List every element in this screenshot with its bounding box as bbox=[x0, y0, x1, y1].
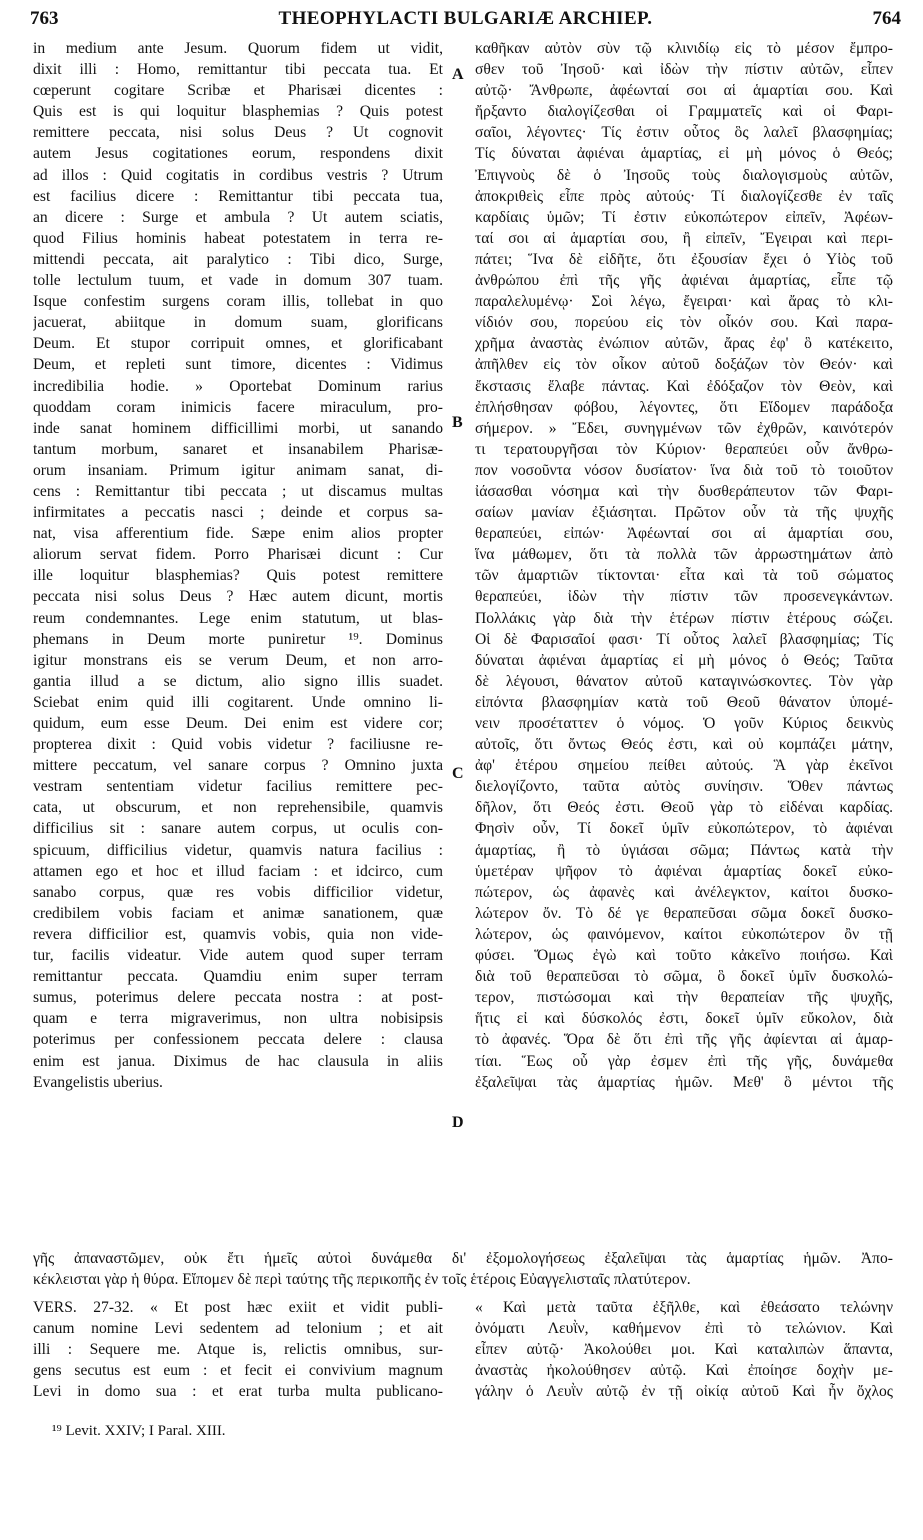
text-line: διελογίζοντο, ταῦτα αὐτὸς συνίησιν. Ὅθεν πάντως bbox=[475, 778, 893, 796]
text-line: ἀναστὰς ἠκολούθησεν αὐτῷ. Καὶ ἐποίησε δοχὴν με- bbox=[475, 1362, 893, 1380]
margin-letter-c: C bbox=[452, 765, 464, 782]
text-line: remittantur peccata. Quamdiu enim super terram bbox=[33, 968, 443, 986]
text-line: incredibilia hodie. » Oportebat Dominum rarius bbox=[33, 377, 443, 395]
text-line: est facilius dicere : Remittantur tibi peccata tua, bbox=[33, 187, 443, 205]
text-line: jacuerat, abiitque in domum suam, glorificans bbox=[33, 314, 443, 332]
text-line: enim est janua. Diximus de hac clausula in aliis bbox=[33, 1052, 443, 1070]
text-line: δὲ λέγουσι, θάνατον αὐτοῦ καταγινώσκοντες. Τὸν γὰρ bbox=[475, 672, 893, 690]
text-line: τι τερατουργῆσαι τὸν Κύριον· θεραπεύει οὖν ἄνθρω- bbox=[475, 440, 893, 458]
text-line: ἔκστασις ἔλαβε πάντας. Καὶ ἐδόξαζον τὸν Θεὸν, καὶ bbox=[475, 377, 893, 395]
text-line: χρῆμα ἀναστὰς ἐνώπιον αὐτῶν, ἄρας ἐφ' ὃ κατέκειτο, bbox=[475, 335, 893, 353]
text-line: spicuum, difficilius videtur, quamvis natura facilius : bbox=[33, 841, 443, 859]
text-line: ἐπλήσθησαν φόβου, λέγοντες, ὅτι Εἴδομεν παράδοξα bbox=[475, 398, 893, 416]
page-header bbox=[30, 8, 901, 34]
text-line: ad illos : Quid cogitatis in cordibus vestris ? Utrum bbox=[33, 166, 443, 184]
running-title: THEOPHYLACTI BULGARIÆ ARCHIEP. bbox=[278, 8, 653, 29]
text-line: πώτερον, ὡς ἀφανὲς καὶ ἀνέλεγκτον, καίτοι δυσκο- bbox=[475, 883, 893, 901]
text-line: tantum morbum, sanaret et insanabilem Pharisæ- bbox=[33, 440, 443, 458]
text-line: sanabo corpus, quæ res vobis difficilior videtur, bbox=[33, 883, 443, 901]
text-line: Ἐπιγνοὺς δὲ ὁ Ἰησοῦς τοὺς διαλογισμοὺς αὐτῶν, bbox=[475, 166, 893, 184]
text-line: quoddam coram inimicis facere miraculum, pro- bbox=[33, 398, 443, 416]
margin-letter-b: B bbox=[452, 414, 463, 431]
text-line: ἥτις εἰ καὶ δύσκολός ἐστι, δοκεῖ ὑμῖν εὔκολον, διὰ bbox=[475, 1010, 893, 1028]
text-line: τὸ ἀφανές. Ὅρα δὲ ὅτι ἐπὶ τῆς γῆς ἀφίενται αἱ ἁμαρ- bbox=[475, 1031, 893, 1049]
text-line: ἰάσασθαι νόσημα καὶ τὴν δυσθεράπευτον τῶν Φαρι- bbox=[475, 482, 893, 500]
text-line: Isque confestim surgens coram illis, tollebat in quo bbox=[33, 293, 443, 311]
text-line: mittendi peccata, ait paralytico : Tibi dico, Surge, bbox=[33, 250, 443, 268]
text-line: Φησὶν οὖν, Τί δοκεῖ ὑμῖν εὐκοπώτερον, τὸ ἀφιέναι bbox=[475, 820, 893, 838]
text-line: cens : Remittantur tibi peccata ; ut discamus multas bbox=[33, 482, 443, 500]
text-line: γάλην ὁ Λευῒν αὐτῷ ἐν τῇ οἰκίᾳ αὐτοῦ Καὶ ἦν ὄχλος bbox=[475, 1383, 893, 1401]
text-line: τερον, πιστώσομαι καὶ τὴν θεραπείαν τῆς ψυχῆς, bbox=[475, 989, 893, 1007]
text-line: ἀπῆλθεν εἰς τὸν οἶκον αὐτοῦ δοξάζων τὸν Θεόν· καὶ bbox=[475, 356, 893, 374]
text-line: ὑμετέραν ψῆφον τὸ ἀφιέναι ἁμαρτίας δοκεῖ εὐκο- bbox=[475, 862, 893, 880]
text-line: ἐξαλεῖψαι τὰς ἁμαρτίας ἡμῶν. Μεθ' ὃ μέντοι τῆς bbox=[475, 1073, 893, 1091]
text-line: αὐτοῖς, ὅτι ὄντως Θεός ἐστι, καὶ οὐ κομπάζει μάτην, bbox=[475, 736, 893, 754]
text-line: infirmitates a peccatis nasci ; deinde et corpus sa- bbox=[33, 504, 443, 522]
latin-column-verses bbox=[33, 1297, 443, 1402]
text-line: vestram sententiam videtur facilius remittere pec- bbox=[33, 778, 443, 796]
text-line: ille loquitur blasphemias? Quis potest remittere bbox=[33, 567, 443, 585]
text-line: quod Filius hominis habeat potestatem in terra re- bbox=[33, 229, 443, 247]
text-line: tolle lectulum tuum, et vade in domum 307 tuam. bbox=[33, 272, 443, 290]
text-line: διὰ τοῦ θεραπεῦσαι τὸ σῶμα, ὃ δοκεῖ ὑμῖν δυσκολώ- bbox=[475, 968, 893, 986]
text-line: autem Jesus cogitationes eorum, respondens dixit bbox=[33, 145, 443, 163]
text-line: an dicere : Surge et ambula ? Ut autem sciatis, bbox=[33, 208, 443, 226]
greek-full-width-lines bbox=[33, 1248, 893, 1290]
text-line: reum condemnantes. Lege enim statutum, ut blas- bbox=[33, 609, 443, 627]
latin-column bbox=[33, 38, 443, 1093]
footnote: ¹⁹ Levit. XXIV; I Paral. XIII. bbox=[52, 1423, 226, 1439]
text-line: σθεν τοῦ Ἰησοῦ· καὶ ἰδὼν τὴν πίστιν αὐτῶν, εἶπεν bbox=[475, 61, 893, 79]
text-line: Τίς δύναται ἀφιέναι ἁμαρτίας, εἰ μὴ μόνος ὁ Θεός; bbox=[475, 145, 893, 163]
text-line: γῆς ἀπαναστῶμεν, οὐκ ἔτι ἡμεῖς αὐτοὶ δυνάμεθα δι' ἐξομολογήσεως ἐξαλεῖψαι τὰς ἁμαρτίας ἡμῶν. Ἀπο- bbox=[33, 1250, 893, 1267]
text-line: cœperunt cogitare Scribæ et Pharisæi dicentes : bbox=[33, 82, 443, 100]
text-line: Πολλάκις γὰρ διὰ τὴν ἑτέρων πίστιν ἑτέρους σώζει. bbox=[475, 609, 893, 627]
right-page-number: 764 bbox=[872, 8, 901, 29]
text-line: ἀφ' ἑτέρου σημείου πείθει αὐτούς. Ἃ γὰρ ἐκεῖνοι bbox=[475, 757, 893, 775]
text-line: τίαι. Ἕως οὗ γὰρ ἐσμεν ἐπὶ τῆς γῆς, δυνάμεθα bbox=[475, 1052, 893, 1070]
text-line: ταί σοι αἱ ἁμαρτίαι σου, ἢ εἰπεῖν, Ἔγειραι καὶ περι- bbox=[475, 229, 893, 247]
text-line: cata, ut obscurum, et non reprehensibile, quamvis bbox=[33, 799, 443, 817]
text-line: ὀνόματι Λευῒν, καθήμενον ἐπὶ τὸ τελώνιον. Καὶ bbox=[475, 1320, 893, 1338]
text-line: orum insaniam. Primum igitur animam sanat, di- bbox=[33, 461, 443, 479]
text-line: θεραπεύει, ἰδὼν τὴν πίστιν τῶν προσενεγκάντων. bbox=[475, 588, 893, 606]
text-line: illi : Sequere me. Atque is, relictis omnibus, sur- bbox=[33, 1341, 443, 1359]
text-line: gantia illud a se dictum, alio signo illis suadet. bbox=[33, 672, 443, 690]
text-line: remittere peccata, nisi solus Deus ? Ut cognovit bbox=[33, 124, 443, 142]
margin-letter-a: A bbox=[452, 66, 464, 83]
text-line: Sciebat enim quid illi cogitarent. Unde omnino li- bbox=[33, 693, 443, 711]
text-line: nat, visa afferentium fide. Sæpe enim alios propter bbox=[33, 525, 443, 543]
margin-letter-d: D bbox=[452, 1114, 464, 1131]
text-line: δύναται ἀφιέναι ἁμαρτίας εἰ μὴ μόνος ὁ Θεός; Ταῦτα bbox=[475, 651, 893, 669]
text-line: πάτει; Ἵνα δὲ εἰδῆτε, ὅτι ἐξουσίαν ἔχει ὁ Υἱὸς τοῦ bbox=[475, 250, 893, 268]
text-line: καθῆκαν αὐτὸν σὺν τῷ κλινιδίῳ εἰς τὸ μέσον ἔμπρο- bbox=[475, 40, 893, 57]
text-line: gens secutus est eum : et fecit ei convivium magnum bbox=[33, 1362, 443, 1380]
text-line: πον νοσοῦντα νόσον δυσίατον· ἵνα διὰ τοῦ τὸ τοιοῦτον bbox=[475, 461, 893, 479]
text-line: σαίων μανίαν ἐξιάσηται. Πρῶτον οὖν τὰ τῆς ψυχῆς bbox=[475, 504, 893, 522]
text-line: in medium ante Jesum. Quorum fidem ut vidit, bbox=[33, 40, 443, 57]
text-line: mittere peccatum, vel sanare corpus ? Omnino juxta bbox=[33, 757, 443, 775]
text-line: εἶπεν αὐτῷ· Ἀκολούθει μοι. Καὶ καταλιπὼν ἅπαντα, bbox=[475, 1341, 893, 1359]
greek-column-verses bbox=[475, 1297, 893, 1402]
text-line: εἰπόντα βλασφημίαν κατὰ τοῦ Θεοῦ θάνατον ὑπομέ- bbox=[475, 693, 893, 711]
text-line: παραλελυμένῳ· Σοὶ λέγω, ἔγειραι· καὶ ἄρας τὸ κλι- bbox=[475, 293, 893, 311]
text-line: Quis est is qui loquitur blasphemias ? Quis potest bbox=[33, 103, 443, 121]
text-line: σήμερον. » Ἔδει, συνηγμένων τῶν ἐχθρῶν, καινότερόν bbox=[475, 419, 893, 437]
left-page-number: 763 bbox=[30, 8, 59, 29]
text-line: κέκλεισται γὰρ ἡ θύρα. Εἴπομεν δὲ περὶ ταύτης τῆς περικοπῆς ἐν τοῖς ἑτέροις Εὐαγγελισταῖς πλατύτερον. bbox=[33, 1271, 691, 1289]
text-line: ἀνθρώπου ἐπὶ τῆς γῆς ἀφιέναι ἁμαρτίας, εἶπε τῷ bbox=[475, 272, 893, 290]
text-line: aliorum servat fidem. Porro Pharisæi dicunt : Cur bbox=[33, 546, 443, 564]
text-line: Deum, et repleti sunt timore, dicentes : Vidimus bbox=[33, 356, 443, 374]
text-line: inde sanat hominem difficillimi morbi, ut sanando bbox=[33, 419, 443, 437]
text-line: VERS. 27-32. « Et post hæc exiit et vidit publi- bbox=[33, 1299, 443, 1316]
text-line: ἵνα μάθωμεν, ὅτι τὰ πολλὰ τῶν ἀρρωστημάτων ἀπὸ bbox=[475, 546, 893, 564]
text-line: quam e terra migraverimus, non ultra nobisipsis bbox=[33, 1010, 443, 1028]
text-line: quidum, eum esse Deum. Dei enim est videre cor; bbox=[33, 715, 443, 732]
text-line: poterimus per confessionem peccata delere : clausa bbox=[33, 1031, 443, 1049]
text-line: phemans in Deum morte puniretur ¹⁹. Dominus bbox=[33, 630, 443, 648]
text-line: λώτερον ὄν. Τὸ δέ γε θεραπεῦσαι σῶμα δοκεῖ δυσκο- bbox=[475, 904, 893, 922]
text-line: τῶν ἁμαρτιῶν τίκτονται· εἶτα καὶ τὰ τοῦ σώματος bbox=[475, 567, 893, 585]
text-line: ἁμαρτίας, ἢ τὸ ὑγιάσαι σῶμα; Πάντως κατὰ τὴν bbox=[475, 841, 893, 859]
text-line: Οἱ δὲ Φαρισαῖοί φασι· Τί οὗτος λαλεῖ βλασφημίας; Τίς bbox=[475, 630, 893, 648]
text-line: λώτερον, ὡς φαινόμενον, καίτοι εὐκοπώτερον ὂν τῇ bbox=[475, 925, 893, 943]
text-line: canum nomine Levi sedentem ad telonium ; et ait bbox=[33, 1320, 443, 1338]
greek-column bbox=[475, 38, 893, 1093]
text-line: ἀποκριθεὶς εἶπε πρὸς αὐτούς· Τί διαλογίζεσθε ἐν ταῖς bbox=[475, 187, 893, 205]
text-line: νειν προσέταττεν ὁ νόμος. Ὁ γοῦν Κύριος δεικνὺς bbox=[475, 715, 893, 732]
text-line: tur, facilis videatur. Vide autem quod super terram bbox=[33, 947, 443, 965]
text-line: δῆλον, ὅτι Θεός ἐστι. Θεοῦ γὰρ τὸ εἰδέναι καρδίας. bbox=[475, 799, 893, 817]
text-line: peccata nisi solus Deus ? Hæc autem dicunt, mortis bbox=[33, 588, 443, 606]
text-line: sumus, poterimus delere peccata nostra : at post- bbox=[33, 989, 443, 1007]
text-line: dixit illi : Homo, remittantur tibi peccata tua. Et bbox=[33, 61, 443, 79]
text-line: καρδίαις ὑμῶν; Τί ἐστιν εὐκοπώτερον εἰπεῖν, Ἀφέων- bbox=[475, 208, 893, 226]
text-line: νίδιόν σου, πορεύου εἰς τὸν οἶκόν σου. Καὶ παρα- bbox=[475, 314, 893, 332]
text-line: Levi in domo sua : et erat turba multa publicano- bbox=[33, 1383, 443, 1401]
text-line: igitur monstrans eis se verum Deum, et non arro- bbox=[33, 651, 443, 669]
text-line: φύσει. Ὅμως ἐγὼ καὶ τοῦτο κἀκεῖνο ποιήσω. Καὶ bbox=[475, 947, 893, 965]
text-line: « Καὶ μετὰ ταῦτα ἐξῆλθε, καὶ ἐθεάσατο τελώνην bbox=[475, 1299, 893, 1316]
text-line: revera difficilior est, quamvis vobis, quia non vide- bbox=[33, 925, 443, 943]
text-line: σαῖοι, λέγοντες· Τίς ἐστιν οὗτος ὃς λαλεῖ βλασφημίας; bbox=[475, 124, 893, 142]
text-line: propterea dixit : Quid vobis videtur ? faciliusne re- bbox=[33, 736, 443, 754]
text-line: credibilem vobis faciam et animæ sanationem, quæ bbox=[33, 904, 443, 922]
text-line: attamen ego et hoc et illud faciam : et idcirco, cum bbox=[33, 862, 443, 880]
text-line: Evangelistis uberius. bbox=[33, 1073, 163, 1091]
text-line: ἤρξαντο διαλογίζεσθαι οἱ Γραμματεῖς καὶ οἱ Φαρι- bbox=[475, 103, 893, 121]
text-line: θεραπεύει, εἰπών· Ἀφέωνταί σοι αἱ ἁμαρτίαι σου, bbox=[475, 525, 893, 543]
text-line: αὐτῷ· Ἄνθρωπε, ἀφέωνταί σοι αἱ ἁμαρτίαι σου. Καὶ bbox=[475, 82, 893, 100]
text-line: Deum. Et stupor corripuit omnes, et glorificabant bbox=[33, 335, 443, 353]
text-line: difficilius sit : sanare autem corpus, ut oculis con- bbox=[33, 820, 443, 838]
